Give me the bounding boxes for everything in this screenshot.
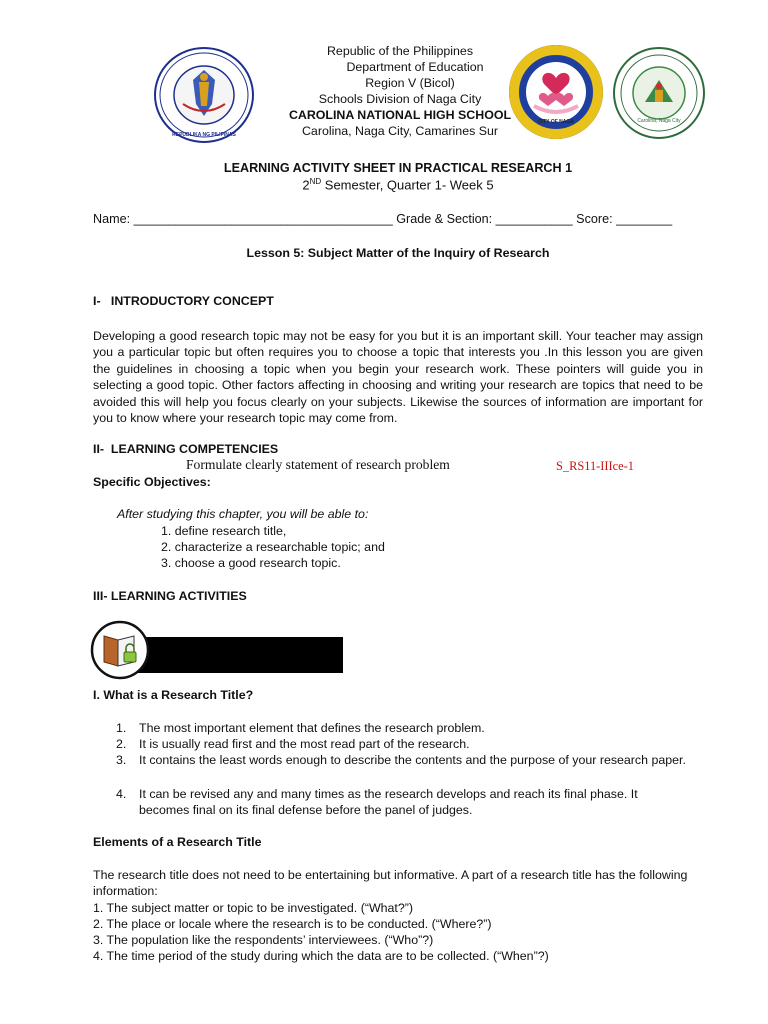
- division-seal-text-bottom: CITY OF NAGA: [538, 119, 574, 125]
- activity-banner: [134, 637, 343, 673]
- semester-number: 2: [302, 177, 310, 193]
- elements-heading: Elements of a Research Title: [93, 835, 262, 849]
- list-item-text: It can be revised any and many times as the research develops and reach its final phase. It becomes final on its final defense before the panel of judges.: [139, 787, 638, 818]
- list-item-number: 1.: [116, 721, 127, 735]
- header-department: Department of Education: [346, 60, 484, 74]
- list-item-text: It is usually read first and the most read part of the research.: [139, 737, 470, 751]
- list-item-number: 3.: [116, 753, 127, 767]
- intro-heading: I- INTRODUCTORY CONCEPT: [93, 294, 274, 308]
- objectives-heading: Specific Objectives:: [93, 475, 211, 489]
- header-republic: Republic of the Philippines: [326, 44, 474, 58]
- element-item: 2. The place or locale where the research is to be conducted. (“Where?”): [93, 917, 492, 931]
- list-item-text: It contains the least words enough to describe the contents and the purpose of your research paper.: [139, 753, 686, 767]
- element-item: 1. The subject matter or topic to be investigated. (“What?”): [93, 901, 414, 915]
- deped-seal-text-bottom: REPUBLIKA NG PILIPINAS: [172, 132, 236, 138]
- element-item: 3. The population like the respondents’ interviewees. (“Who”?): [93, 933, 434, 947]
- elements-intro: The research title does not need to be entertaining but informative. A part of a research title has the following information:: [93, 868, 688, 899]
- objectives-intro: After studying this chapter, you will be able to:: [117, 507, 369, 521]
- objective-item: 3. choose a good research topic.: [161, 556, 341, 570]
- competencies-heading: II- LEARNING COMPETENCIES: [93, 442, 279, 456]
- list-item-number: 2.: [116, 737, 127, 751]
- intro-body: Developing a good research topic may not be easy for you but it is an important skill. Your teacher may assign you a particular topic but often requires you to choose a topic that interests you .In this lesson you are given the guidelines in choosing a topic when you begin your research work. These pointers will guide you in selecting a good topic. Other factors affecting in choosing and writing your research are topics that need to be avoided this will help you focus clearly on your subjects. Likewise the sources of information are important for you to know where your research topic may come from.: [93, 329, 703, 426]
- cnhs-seal-sub: Carolina, Naga City: [637, 118, 681, 124]
- objective-item: 1. define research title,: [161, 524, 287, 538]
- element-item: 4. The time period of the study during which the data are to be collected. (“When”?): [93, 949, 549, 963]
- competency-code: S_RS11-IIIce-1: [556, 459, 634, 473]
- lesson-title: Lesson 5: Subject Matter of the Inquiry of Research: [246, 246, 550, 260]
- semester-rest: Semester, Quarter 1- Week 5: [321, 177, 494, 193]
- objective-item: 2. characterize a researchable topic; and: [161, 540, 385, 554]
- activities-heading: III- LEARNING ACTIVITIES: [93, 589, 247, 603]
- semester-suffix: ND: [309, 177, 322, 186]
- header-region: Region V (Bicol): [365, 76, 455, 90]
- competency-statement: Formulate clearly statement of research problem: [186, 457, 450, 472]
- list-item-text: The most important element that defines the research problem.: [139, 721, 485, 735]
- cnhs-seal: [612, 46, 706, 140]
- list-item-number: 4.: [116, 787, 127, 801]
- sheet-semester: [93, 177, 703, 192]
- header-division: Schools Division of Naga City: [318, 92, 482, 106]
- sheet-title: LEARNING ACTIVITY SHEET IN PRACTICAL RESEARCH 1: [223, 161, 573, 175]
- header-address: Carolina, Naga City, Camarines Sur: [301, 124, 499, 138]
- book-lock-icon: [90, 620, 150, 680]
- name-grade-score-line: Name: _____________________________________ Grade & Section: ___________ Score: ________: [93, 212, 673, 226]
- header-school: CAROLINA NATIONAL HIGH SCHOOL: [288, 108, 512, 122]
- research-title-question: I. What is a Research Title?: [93, 688, 254, 702]
